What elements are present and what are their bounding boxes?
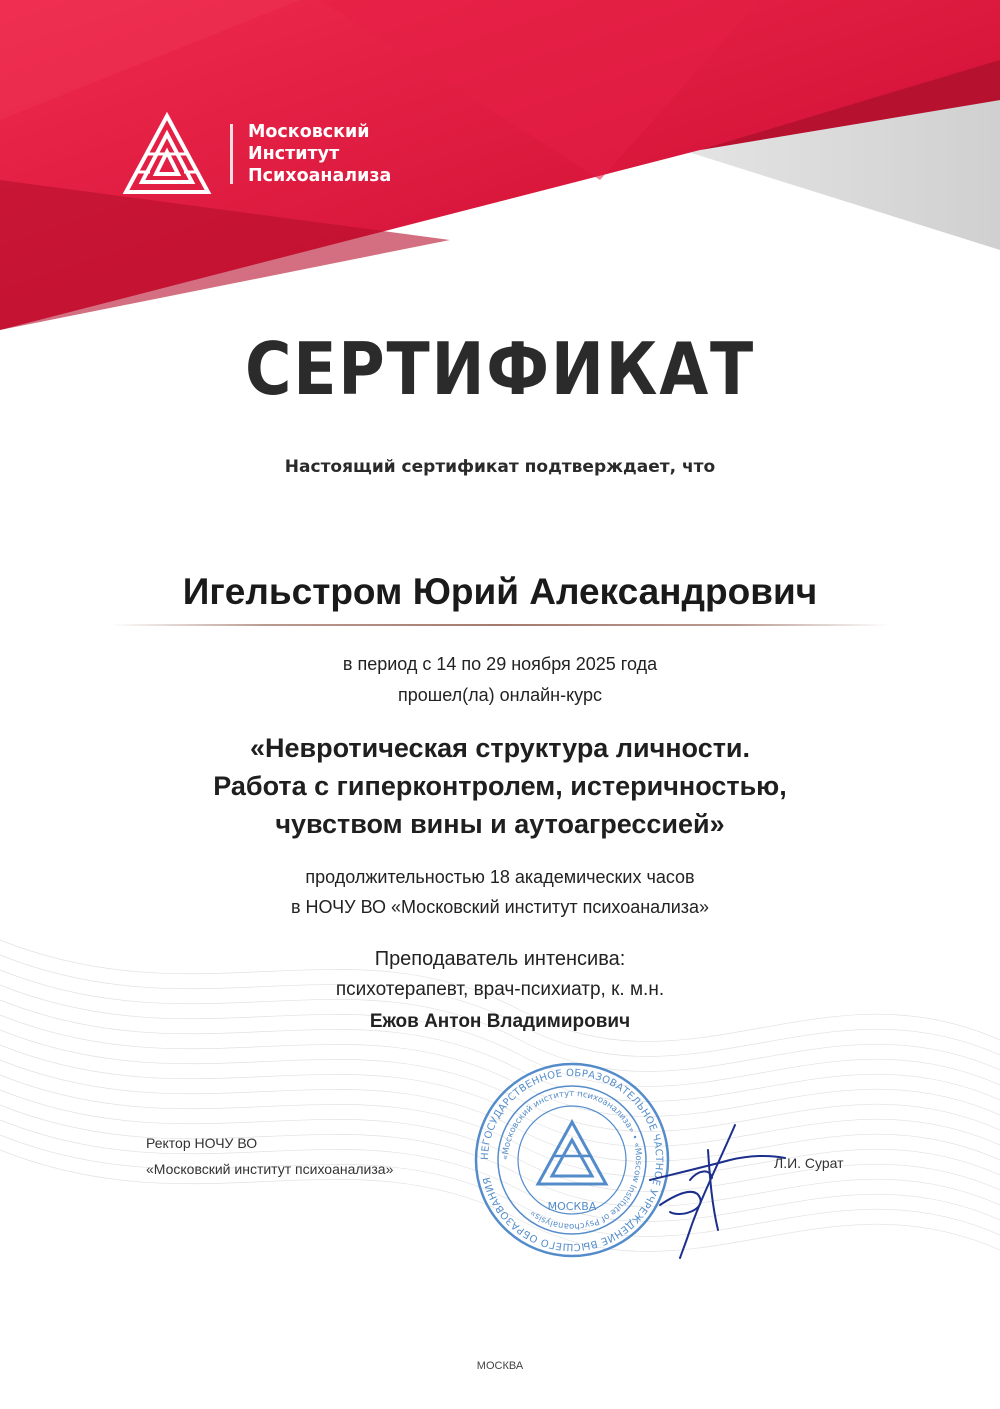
course-title-line-1: «Невротическая структура личности.	[249, 733, 751, 763]
course-period: в период с 14 по 29 ноября 2025 года	[342, 654, 658, 674]
logo-divider	[230, 124, 233, 184]
course-institution: в НОЧУ ВО «Московский институт психоанализа»	[290, 897, 710, 917]
teacher-label: Преподаватель интенсива:	[374, 948, 626, 970]
stamp-city: МОСКВА	[547, 1200, 597, 1213]
footer-city: МОСКВА	[476, 1360, 524, 1372]
stamp-ring-text: НЕГОСУДАРСТВЕННОЕ ОБРАЗОВАТЕЛЬНОЕ ЧАСТНОЕ УЧРЕЖДЕНИЕ ВЫСШЕГО ОБРАЗОВАНИЯ	[479, 1067, 665, 1253]
rector-line-1: Ректор НОЧУ ВО	[146, 1135, 258, 1151]
stamp-inner-text: «Московский институт психоанализа» • «Moscow Institute of Psychoanalysis»	[500, 1088, 644, 1232]
teacher-name: Ежов Антон Владимирович	[369, 1011, 631, 1032]
course-title-line-3: чувством вины и аутоагрессией»	[275, 809, 725, 839]
course-title	[0, 729, 1000, 843]
institute-logo-text	[248, 121, 391, 187]
confirm-text: Настоящий сертификат подтверждает, что	[284, 457, 716, 477]
course-title-line-2: Работа с гиперконтролем, истеричностью,	[213, 771, 787, 801]
rector-signature-icon	[640, 1120, 790, 1260]
institute-logo-icon	[122, 112, 212, 196]
recipient-name: Игельстром Юрий Александрович	[182, 571, 818, 612]
teacher-role: психотерапевт, врач-психиатр, к. м.н.	[335, 979, 665, 1000]
logo-line-2: Институт	[248, 144, 340, 164]
logo-line-3: Психоанализа	[248, 166, 392, 186]
rector-line-2: «Московский институт психоанализа»	[146, 1161, 394, 1177]
logo-line-1: Московский	[248, 122, 370, 142]
rector-title	[146, 1130, 393, 1182]
certificate-title: СЕРТИФИКАТ	[245, 327, 755, 411]
course-duration: продолжительностью 18 академических часов	[305, 867, 695, 887]
name-underline	[110, 624, 890, 626]
signer-name: Л.И. Сурат	[774, 1155, 844, 1171]
course-completed: прошел(ла) онлайн-курс	[398, 685, 602, 705]
